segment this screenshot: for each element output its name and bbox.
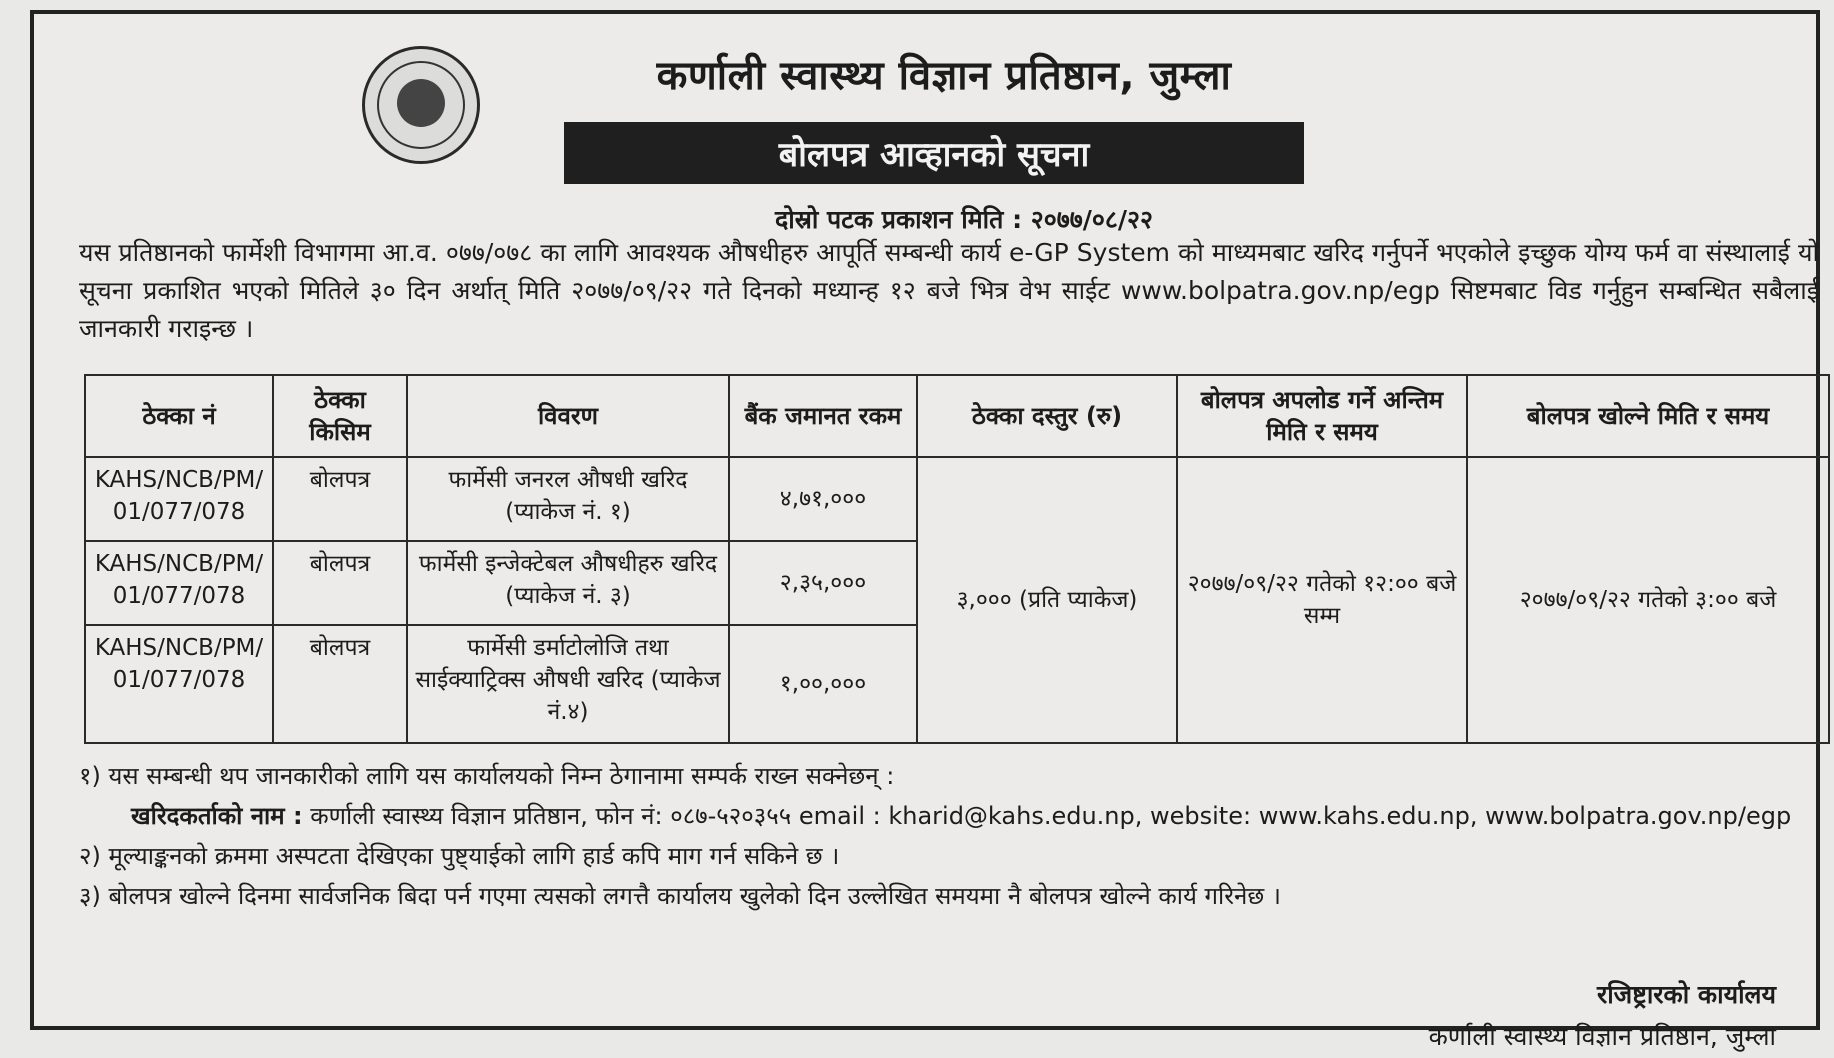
table-header-row: [85, 375, 1829, 457]
signature-org: कर्णाली स्वास्थ्य विज्ञान प्रतिष्ठान, जुम्ला: [1428, 1022, 1776, 1051]
column-header: बोलपत्र खोल्ने मिति र समय: [1467, 375, 1829, 457]
tender-type: बोलपत्र: [273, 541, 407, 625]
org-title: कर्णाली स्वास्थ्य विज्ञान प्रतिष्ठान, जुम्ला: [656, 53, 1232, 99]
opening-datetime: २०७७/०९/२२ गतेको ३:०० बजे: [1467, 457, 1829, 743]
note-2: २) मूल्याङ्कनको क्रममा अस्पटता देखिएका पुष्ट्याईको लागि हार्ड कपि माग गर्न सकिने छ ।: [79, 842, 840, 870]
note-1: १) यस सम्बन्धी थप जानकारीको लागि यस कार्यालयको निम्न ठेगानामा सम्पर्क राख्न सक्नेछन् :: [79, 762, 895, 790]
buyer-details: कर्णाली स्वास्थ्य विज्ञान प्रतिष्ठान, फोन नं: ०८७-५२०३५५ email : kharid@kahs.edu.np, website: www.kahs.edu.np, www.bolpatra.gov.np/egp: [310, 802, 1792, 830]
column-header: बोलपत्र अपलोड गर्ने अन्तिम मिति र समय: [1177, 375, 1467, 457]
tender-number: KAHS/NCB/PM/ 01/077/078: [85, 457, 273, 541]
publication-date: दोस्रो पटक प्रकाशन मिति : २०७७/०८/२२: [774, 205, 1154, 234]
intro-paragraph: यस प्रतिष्ठानको फार्मेशी विभागमा आ.व. ०७७/०७८ का लागि आवश्यक औषधीहरु आपूर्ति सम्बन्धी कार्य e-GP System को माध्यमबाट खरिद गर्नुपर्ने भएकोले इच्छुक योग्य फर्म वा संस्थालाई यो सूचना प्रकाशित भएको मितिले ३० दिन अर्थात् मिति २०७७/०९/२२ गते दिनको मध्यान्ह १२ बजे भित्र वेभ साईट www.bolpatra.gov.np/egp सिष्टमबाट विड गर्नुहुन सम्बन्धित सबैलाई जानकारी गराइन्छ ।: [79, 238, 1819, 343]
buyer-label: खरिदकर्ताको नाम :: [131, 802, 303, 830]
notice-frame: [30, 10, 1820, 1051]
tender-table: [84, 374, 1830, 744]
bank-guarantee: १,००,०००: [729, 625, 917, 743]
notes-section: [79, 756, 1834, 916]
column-header: ठेक्का किसिम: [273, 375, 407, 457]
institution-logo-icon: [362, 46, 480, 164]
tender-number: KAHS/NCB/PM/ 01/077/078: [85, 541, 273, 625]
tender-description: फार्मेसी डर्माटोलोजि तथा साईक्याट्रिक्स औषधी खरिद (प्याकेज नं.४): [407, 625, 729, 743]
tender-type: बोलपत्र: [273, 457, 407, 541]
bank-guarantee: ४,७१,०००: [729, 457, 917, 541]
tender-description: फार्मेसी इन्जेक्टेबल औषधीहरु खरिद (प्याकेज नं. ३): [407, 541, 729, 625]
tender-type: बोलपत्र: [273, 625, 407, 743]
column-header: ठेक्का दस्तुर (रु): [917, 375, 1177, 457]
tender-fee: ३,००० (प्रति प्याकेज): [917, 457, 1177, 743]
buyer-info: [79, 796, 1834, 836]
tender-description: फार्मेसी जनरल औषधी खरिद (प्याकेज नं. १): [407, 457, 729, 541]
upload-deadline: २०७७/०९/२२ गतेको १२:०० बजे सम्म: [1177, 457, 1467, 743]
table-row: [85, 457, 1829, 541]
signature-block: [1429, 974, 1776, 1058]
column-header: ठेक्का नं: [85, 375, 273, 457]
tender-number: KAHS/NCB/PM/ 01/077/078: [85, 625, 273, 743]
signature-office: रजिष्ट्रारको कार्यालय: [1596, 980, 1776, 1009]
note-3: ३) बोलपत्र खोल्ने दिनमा सार्वजनिक बिदा पर्न गएमा त्यसको लगत्तै कार्यालय खुलेको दिन उल्लेखित समयमा नै बोलपत्र खोल्ने कार्य गरिनेछ ।: [79, 882, 1281, 910]
notice-title: बोलपत्र आव्हानको सूचना: [564, 122, 1304, 184]
column-header: विवरण: [407, 375, 729, 457]
bank-guarantee: २,३५,०००: [729, 541, 917, 625]
column-header: बैंक जमानत रकम: [729, 375, 917, 457]
